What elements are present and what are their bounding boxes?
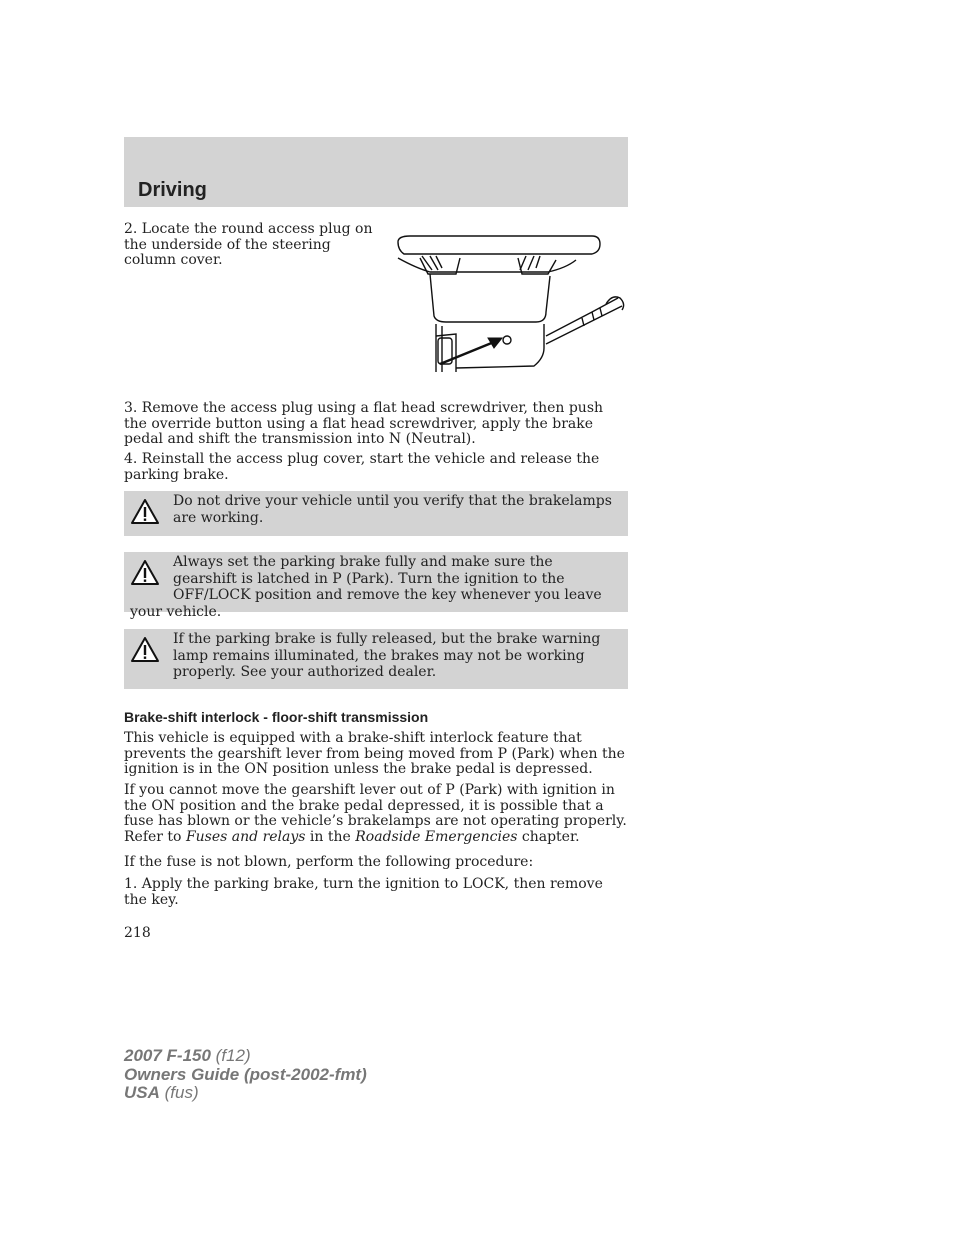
warning-text: Always set the parking brake fully and make sure the gearshift is latched in P (Park). Turn the ignition to the OFF/LOCK position and remove the key whenever you leave your vehicle.	[130, 554, 602, 620]
warning-box	[124, 629, 628, 689]
footer-region-code: (fus)	[159, 1083, 199, 1102]
reference-fuses: Fuses and relays	[185, 828, 306, 845]
body-text: If you cannot move the gearshift lever out of P (Park) with ignition in the ON position and the brake pedal depressed, it is possible that a fuse has blown or the vehicle’s brakelamps are not operating properly. Refer to	[124, 782, 627, 845]
warning-triangle-icon	[130, 636, 160, 664]
warning-text: Do not drive your vehicle until you verify that the brakelamps are working.	[173, 493, 612, 526]
body-text: chapter.	[517, 828, 580, 845]
footer-code: (f12)	[210, 1046, 251, 1065]
page-number: 218	[124, 925, 151, 941]
steering-column-illustration	[396, 232, 628, 378]
subheading: Brake-shift interlock - floor-shift transmission	[124, 709, 429, 725]
step-4-text: 4. Reinstall the access plug cover, start the vehicle and release the parking brake.	[124, 451, 600, 483]
body-text: in the	[305, 828, 356, 845]
section-title: Driving	[138, 179, 207, 201]
body-paragraph: If the fuse is not blown, perform the following procedure:	[124, 854, 534, 870]
body-paragraph: This vehicle is equipped with a brake-shift interlock feature that prevents the gearshift lever from being moved from P (Park) when the ignition is in the ON position unless the brake pedal is depressed.	[124, 730, 625, 777]
footer-model: 2007 F-150	[124, 1046, 211, 1065]
reference-roadside: Roadside Emergencies	[355, 828, 518, 845]
footer	[124, 1047, 367, 1103]
warning-box	[124, 552, 628, 620]
warning-text: If the parking brake is fully released, but the brake warning lamp remains illuminated, the brakes may not be working properly. See your authorized dealer.	[173, 631, 601, 680]
step-2-text: 2. Locate the round access plug on the underside of the steering column cover.	[124, 221, 373, 268]
warning-box	[124, 491, 628, 536]
step-3-text: 3. Remove the access plug using a flat head screwdriver, then push the override button using a flat head screwdriver, apply the brake pedal and shift the transmission into N (Neutral).	[124, 400, 604, 447]
body-paragraph	[124, 783, 630, 845]
warning-triangle-icon	[130, 498, 160, 526]
footer-region: USA	[124, 1083, 160, 1102]
warning-triangle-icon	[130, 559, 160, 587]
footer-guide: Owners Guide (post-2002-fmt)	[124, 1064, 367, 1084]
step-1-text: 1. Apply the parking brake, turn the ignition to LOCK, then remove the key.	[124, 876, 603, 908]
section-header	[124, 137, 628, 207]
